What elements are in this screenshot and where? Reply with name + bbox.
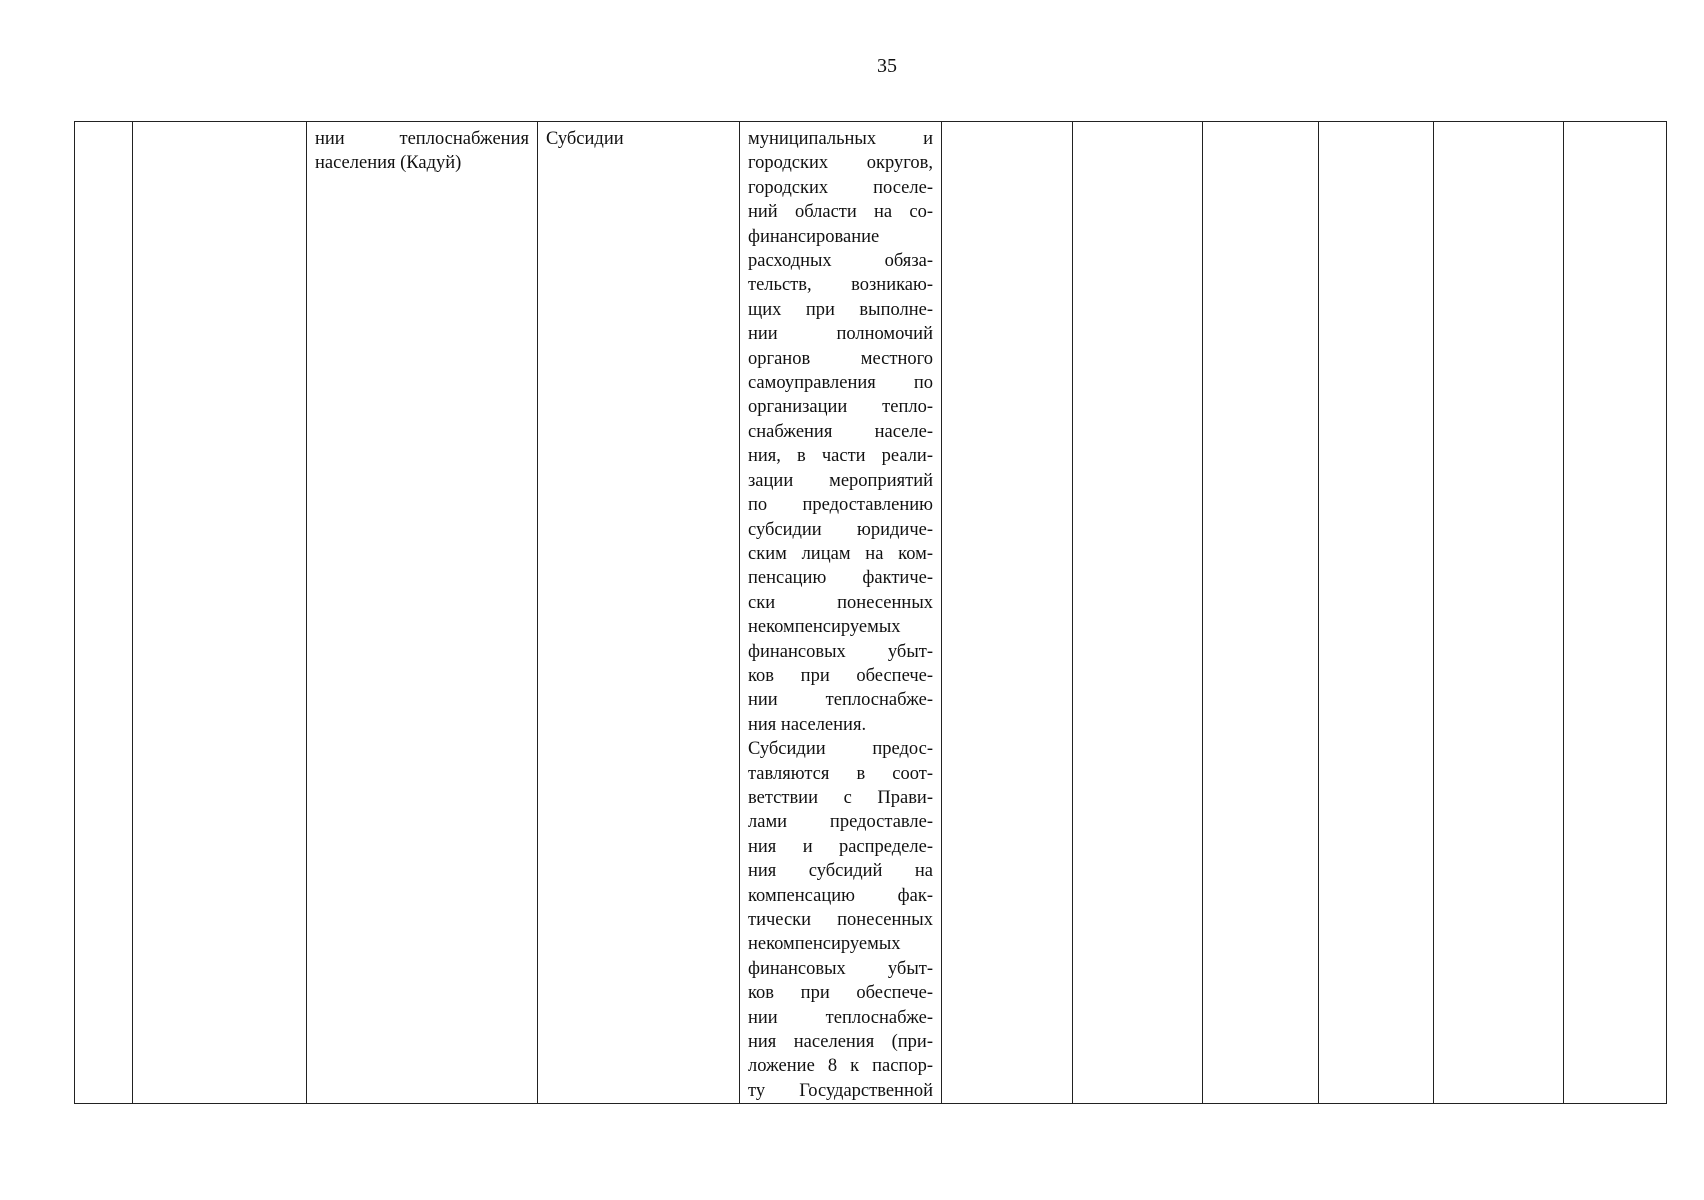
table-cell-9 bbox=[1319, 122, 1434, 1104]
cell-5-line: городских округов, bbox=[748, 153, 933, 174]
cell-5-line: организации тепло- bbox=[748, 397, 933, 418]
cell-5-line: компенсацию фак- bbox=[748, 885, 933, 906]
cell-5-line: финансовых убыт- bbox=[748, 641, 933, 662]
cell-5-line: ту Государственной bbox=[748, 1080, 933, 1101]
table-cell-7 bbox=[1073, 122, 1203, 1104]
cell-3-line: населения (Кадуй) bbox=[315, 153, 462, 174]
table-cell-6 bbox=[942, 122, 1073, 1104]
table-row bbox=[75, 122, 1667, 1104]
cell-5-line: ния населения (при- bbox=[748, 1032, 933, 1053]
table-cell-10 bbox=[1434, 122, 1564, 1104]
cell-5-line: нии теплоснабже- bbox=[748, 1007, 933, 1028]
cell-5-line: ний области на со- bbox=[748, 202, 933, 223]
cell-5-line: финансирование bbox=[748, 226, 880, 247]
cell-5-line: городских поселе- bbox=[748, 177, 933, 198]
cell-5-line: тически понесенных bbox=[748, 910, 933, 930]
cell-5-line: финансовых убыт- bbox=[748, 958, 933, 979]
program-table bbox=[74, 121, 1667, 1104]
cell-5-line: лами предоставле- bbox=[748, 812, 933, 833]
cell-5-line: тавляются в соот- bbox=[748, 763, 933, 784]
cell-5-line: ков при обеспече- bbox=[748, 983, 933, 1004]
cell-4-text: Субсидии bbox=[546, 129, 624, 149]
cell-5-line: ветствии с Прави- bbox=[748, 787, 933, 808]
cell-3-line: нии теплоснабжения bbox=[315, 129, 529, 149]
cell-5-line: муниципальных и bbox=[748, 129, 933, 149]
cell-5-line: некомпенсируемых bbox=[748, 934, 901, 955]
cell-5-line: нии полномочий bbox=[748, 324, 933, 345]
cell-5-line: нии теплоснабже- bbox=[748, 690, 933, 711]
cell-5-line: ния, в части реали- bbox=[748, 446, 933, 467]
cell-5-line: расходных обяза- bbox=[748, 251, 933, 272]
cell-5-line: самоуправления по bbox=[748, 373, 933, 394]
page-number: 35 bbox=[877, 55, 897, 77]
cell-5-line: пенсацию фактиче- bbox=[748, 568, 933, 589]
cell-5-line: ния и распределе- bbox=[748, 836, 933, 857]
table-cell-11 bbox=[1564, 122, 1667, 1104]
cell-5-line: ния населения. bbox=[748, 714, 867, 735]
table-cell-5 bbox=[740, 122, 942, 1104]
cell-5-line: ков при обеспече- bbox=[748, 665, 933, 686]
cell-5-line: снабжения населе- bbox=[748, 421, 933, 442]
table-cell-8 bbox=[1203, 122, 1319, 1104]
cell-5-line: органов местного bbox=[748, 348, 933, 369]
cell-5-text bbox=[740, 122, 941, 1103]
table-cell-2 bbox=[133, 122, 307, 1104]
cell-5-line: щих при выполне- bbox=[748, 299, 933, 320]
table-cell-3 bbox=[307, 122, 538, 1104]
cell-5-line: Субсидии предос- bbox=[748, 739, 933, 760]
cell-5-line: ски понесенных bbox=[748, 592, 933, 613]
cell-3-text bbox=[307, 122, 537, 176]
cell-5-line: по предоставлению bbox=[748, 495, 933, 516]
cell-5-line: ским лицам на ком- bbox=[748, 543, 933, 564]
table-cell-4 bbox=[538, 122, 740, 1104]
cell-5-line: тельств, возникаю- bbox=[748, 275, 933, 296]
cell-5-line: зации мероприятий bbox=[748, 470, 933, 491]
cell-5-line: субсидии юридиче- bbox=[748, 519, 933, 540]
cell-5-line: ложение 8 к паспор- bbox=[748, 1056, 933, 1077]
cell-5-line: некомпенсируемых bbox=[748, 617, 901, 638]
table-cell-1 bbox=[75, 122, 133, 1104]
cell-5-line: ния субсидий на bbox=[748, 861, 933, 882]
